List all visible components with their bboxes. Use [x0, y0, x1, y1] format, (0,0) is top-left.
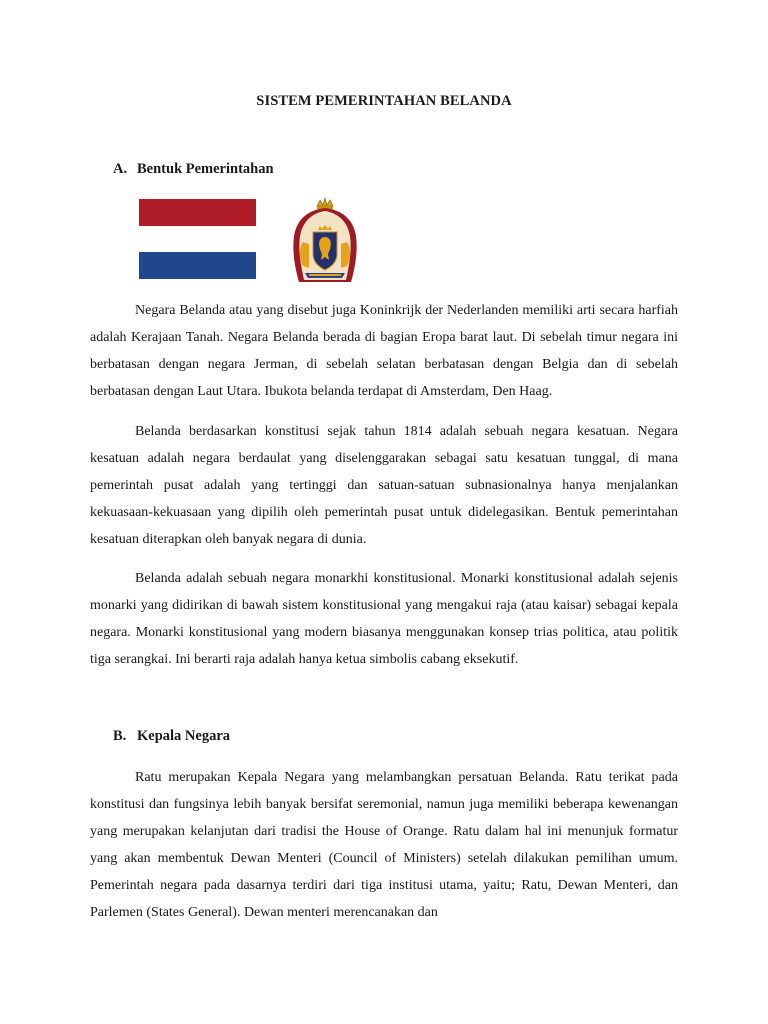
section-a-title: Bentuk Pemerintahan: [137, 161, 274, 177]
section-a-letter: A.: [113, 161, 128, 177]
document-title: SISTEM PEMERINTAHAN BELANDA: [256, 93, 512, 109]
section-b-letter: B.: [113, 728, 127, 744]
paragraph: Belanda adalah sebuah negara monarkhi konstitusional. Monarki konstitusional adalah sejenis monarki yang didirikan di bawah sistem konstitusional yang mengakui raja (atau kaisar) sebagai kepala negara. Monarki konstitusional yang modern biasanya menggunakan konsep trias politica, atau politik tiga serangkai. Ini berarti raja adalah hanya ketua simbolis cabang eksekutif.: [90, 571, 678, 667]
section-a-heading: [113, 161, 274, 178]
paragraph: Belanda berdasarkan konstitusi sejak tahun 1814 adalah sebuah negara kesatuan. Negara kesatuan adalah negara berdaulat yang diselenggarakan sebagai satu kesatuan tunggal, di mana pemerintah pusat adalah yang tertinggi dan satuan-satuan subnasionalnya hanya menjalankan kekuasaan-kekuasaan yang dipilih oleh pemerintah pusat untuk didelegasikan. Bentuk pemerintahan kesatuan diterapkan oleh banyak negara di dunia.: [90, 424, 678, 547]
netherlands-coat-of-arms-icon: [289, 196, 361, 286]
paragraph: Ratu merupakan Kepala Negara yang melambangkan persatuan Belanda. Ratu terikat pada konstitusi dan fungsinya lebih banyak bersifat seremonial, namun juga memiliki beberapa kewenangan yang merupakan kelanjutan dari tradisi the House of Orange. Ratu dalam hal ini menunjuk formatur yang akan membentuk Dewan Menteri (Council of Ministers) setelah dilakukan pemilihan umum. Pemerintah negara pada dasarnya terdiri dari tiga institusi utama, yaitu; Ratu, Dewan Menteri, dan Parlemen (States General). Dewan menteri merencanakan dan: [90, 770, 678, 920]
netherlands-flag-icon: [139, 199, 256, 279]
flag-white-stripe: [139, 226, 256, 253]
flag-blue-stripe: [139, 252, 256, 279]
section-b-title: Kepala Negara: [137, 728, 231, 744]
flag-red-stripe: [139, 199, 256, 226]
paragraph: Negara Belanda atau yang disebut juga Koninkrijk der Nederlanden memiliki arti secara harfiah adalah Kerajaan Tanah. Negara Belanda berada di bagian Eropa barat laut. Di sebelah timur negara ini berbatasan dengan negara Jerman, di sebelah selatan berbatasan dengan Belgia dan di sebelah berbatasan dengan Laut Utara. Ibukota belanda terdapat di Amsterdam, Den Haag.: [90, 303, 678, 399]
section-b-heading: [113, 728, 230, 745]
